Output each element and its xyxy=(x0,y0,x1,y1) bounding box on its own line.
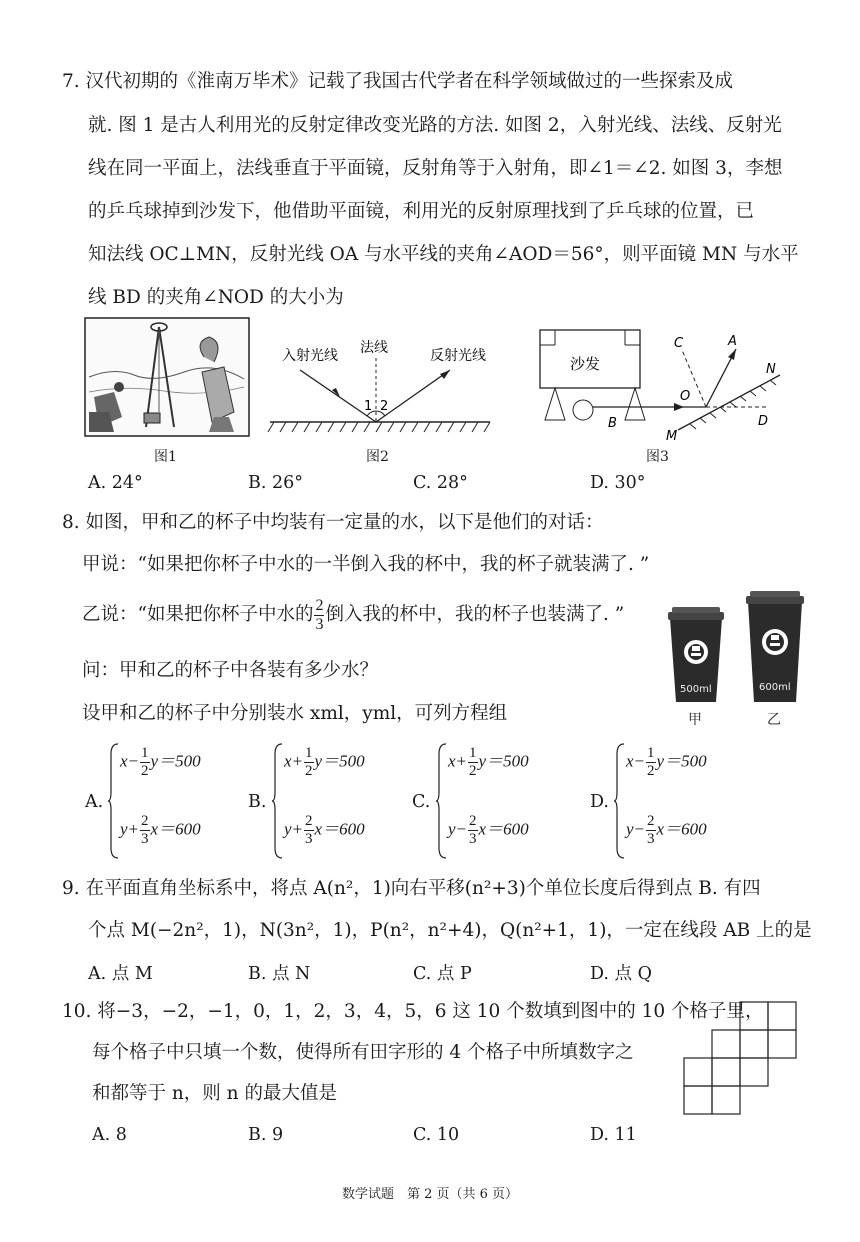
q10-line-3: 和都等于 n，则 n 的最大值是 xyxy=(92,1083,337,1104)
q8-line-3-post: 倒入我的杯中，我的杯子也装满了. ” xyxy=(325,604,625,626)
q8-d-eq2: y− $\frac{2}{3}$ x＝600 xyxy=(626,813,707,847)
q10-line-2: 每个格子中只填一个数，使得所有田字形的 4 个格子中所填数字之 xyxy=(92,1042,634,1063)
q8-c-eq2: y− $\frac{2}{3}$ x＝600 xyxy=(448,813,529,847)
q7-line-6: 线 BD 的夹角∠NOD 的大小为 xyxy=(88,287,344,308)
q8-option-b-label: B. xyxy=(248,792,267,812)
q9-option-c: C. 点 P xyxy=(413,964,472,984)
q8-line-3-pre: 乙说：“如果把你杯子中水的 xyxy=(82,604,314,626)
q8-d-eq1: x− $\frac{1}{2}$ y＝500 xyxy=(626,745,707,779)
fig3-label-D: D xyxy=(758,414,769,429)
q8-option-c-system xyxy=(436,742,576,860)
q10-option-c: C. 10 xyxy=(413,1125,460,1145)
brace-icon xyxy=(614,742,626,860)
q8-option-d-label: D. xyxy=(590,792,609,812)
fig3-sofa-mirror-diagram xyxy=(530,325,790,450)
q8-option-c-label: C. xyxy=(412,792,431,812)
q7-line-5: 知法线 OC⊥MN，反射光线 OA 与水平线的夹角∠AOD＝56°，则平面镜 MN 与水平 xyxy=(88,244,799,265)
fig2-angle1-label: 1 xyxy=(364,399,373,414)
fig3-label-M: M xyxy=(666,429,678,444)
q10-grid-figure xyxy=(682,1000,800,1118)
fig3-label-B: B xyxy=(608,416,617,431)
q8-line-3 xyxy=(82,598,624,633)
fig3-label-A: A xyxy=(728,334,737,349)
q9-line-1: 9. 在平面直角坐标系中，将点 A(n²，1)向右平移(n²+3)个单位长度后得到点 B. 有四 xyxy=(62,878,761,899)
q7-option-b: B. 26° xyxy=(248,473,304,493)
q10-option-b: B. 9 xyxy=(248,1125,284,1145)
q8-a-eq1: x− $\frac{1}{2}$ y＝500 xyxy=(120,745,201,779)
fig3-label: 图3 xyxy=(646,449,669,465)
q7-option-d: D. 30° xyxy=(590,473,646,493)
q8-b-eq2: y+ $\frac{2}{3}$ x＝600 xyxy=(284,813,365,847)
q8-line-2: 甲说：“如果把你杯子中水的一半倒入我的杯中，我的杯子就装满了. ” xyxy=(82,554,650,575)
fig2-reflected-label: 反射光线 xyxy=(430,348,486,364)
q7-line-4: 的乒乓球掉到沙发下，他借助平面镜，利用光的反射原理找到了乒乓球的位置，已 xyxy=(88,201,755,222)
fig2-normal-label: 法线 xyxy=(360,340,388,356)
q9-option-d: D. 点 Q xyxy=(590,964,652,984)
q7-line-3: 线在同一平面上，法线垂直于平面镜，反射角等于入射角，即∠1＝∠2. 如图 3，李想 xyxy=(88,158,783,179)
fig2-angle2-label: 2 xyxy=(380,399,389,414)
q8-option-d-system xyxy=(614,742,754,860)
fig3-label-O: O xyxy=(680,389,691,404)
q8-option-a-label: A. xyxy=(85,792,104,812)
fig2-reflection-diagram xyxy=(260,330,500,440)
q8-a-eq2: y+ $\frac{2}{3}$ x＝600 xyxy=(120,813,201,847)
q8-option-a-system xyxy=(108,742,248,860)
cup-yi-label: 乙 xyxy=(767,712,781,728)
fig3-label-C: C xyxy=(674,336,684,351)
q7-line-2: 就. 图 1 是古人利用光的反射定律改变光路的方法. 如图 2，入射光线、法线、反射光 xyxy=(88,115,782,136)
q7-line-1: 7. 汉代初期的《淮南万毕术》记载了我国古代学者在科学领域做过的一些探索及成 xyxy=(62,71,734,92)
q8-option-b-system xyxy=(272,742,412,860)
cup-jia-volume: 500ml xyxy=(680,684,712,695)
page-footer: 数学试题 第 2 页（共 6 页） xyxy=(341,1187,519,1202)
cup-yi-volume: 600ml xyxy=(759,682,791,693)
brace-icon xyxy=(272,742,284,860)
q8-fraction: $\frac{2}{3}$ xyxy=(315,597,324,633)
fig3-sofa-label: 沙发 xyxy=(570,355,601,373)
q8-line-4: 问：甲和乙的杯子中各装有多少水？ xyxy=(82,660,379,681)
q7-option-c: C. 28° xyxy=(413,473,468,493)
q8-c-eq1: x+ $\frac{1}{2}$ y＝500 xyxy=(448,745,529,779)
fig3-label-N: N xyxy=(766,362,776,377)
q8-line-5: 设甲和乙的杯子中分别装水 xml，yml，可列方程组 xyxy=(82,703,508,724)
q9-line-2: 个点 M(−2n²，1)，N(3n²，1)，P(n²，n²+4)，Q(n²+1，1)，一定在线段 AB 上的是 xyxy=(88,920,812,941)
q8-line-1: 8. 如图，甲和乙的杯子中均装有一定量的水，以下是他们的对话： xyxy=(62,512,604,533)
fig2-incident-label: 入射光线 xyxy=(282,348,338,364)
q10-option-d: D. 11 xyxy=(590,1125,637,1145)
fig1-illustration xyxy=(84,317,250,437)
q10-option-a: A. 8 xyxy=(92,1125,127,1145)
fig1-label: 图1 xyxy=(154,449,177,465)
cup-jia-label: 甲 xyxy=(688,712,702,728)
q7-option-a: A. 24° xyxy=(88,473,143,493)
q9-option-a: A. 点 M xyxy=(88,964,153,984)
brace-icon xyxy=(108,742,120,860)
fig2-label: 图2 xyxy=(366,449,389,465)
q8-b-eq1: x+ $\frac{1}{2}$ y＝500 xyxy=(284,745,365,779)
q9-option-b: B. 点 N xyxy=(248,964,311,984)
q10-line-1: 10. 将−3，−2，−1，0，1，2，3，4，5，6 这 10 个数填到图中的 10 个格子里， xyxy=(62,1001,764,1022)
cups-illustration xyxy=(660,590,815,730)
brace-icon xyxy=(436,742,448,860)
